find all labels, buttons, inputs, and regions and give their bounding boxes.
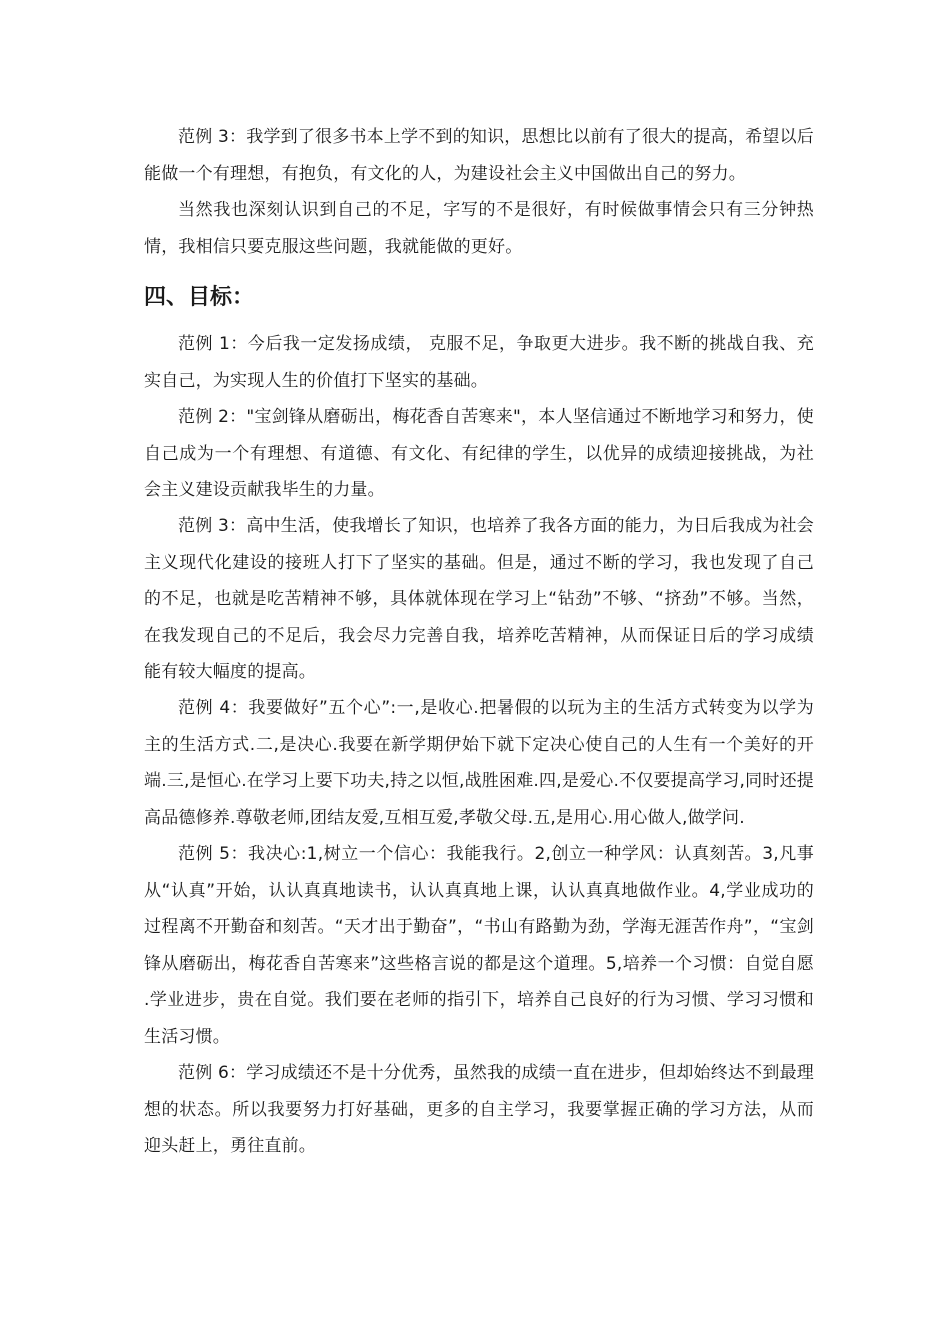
paragraph-goal-example-2: 范例 2："宝剑锋从磨砺出，梅花香自苦寒来"，本人坚信通过不断地学习和努力，使自己成为一个有理想、有道德、有文化、有纪律的学生，以优异的成绩迎接挑战，为社会主义建设贡献我毕生的力量。 — [144, 407, 814, 500]
paragraph-example-3-prev: 范例 3：我学到了很多书本上学不到的知识，思想比以前有了很大的提高，希望以后能做一个有理想，有抱负，有文化的人，为建设社会主义中国做出自己的努力。 — [144, 127, 814, 184]
paragraph-goal-example-5: 范例 5：我决心:1,树立一个信心：我能我行。2,创立一种学风：认真刻苦。3,凡事从“认真”开始，认认真真地读书，认认真真地上课，认认真真地做作业。4,学业成功的过程离不开勤奋和刻苦。“天才出于勤奋”，“书山有路勤为劲，学海无涯苦作舟”，“宝剑锋从磨砺出，梅花香自苦寒来”这些格言说的都是这个道理。5,培养一个习惯：自觉自愿 .学业进步，贵在自觉。我们要在老师的指引下，培养自己良好的行为习惯、学习习惯和生活习惯。 — [144, 844, 814, 1047]
section-heading-goals: 四、目标： — [144, 285, 255, 310]
paragraph-goal-example-6: 范例 6：学习成绩还不是十分优秀，虽然我的成绩一直在进步，但却始终达不到最理想的状态。所以我要努力打好基础，更多的自主学习，我要掌握正确的学习方法，从而迎头赶上，勇往直前。 — [144, 1063, 814, 1156]
paragraph-goal-example-3: 范例 3：高中生活，使我增长了知识，也培养了我各方面的能力，为日后我成为社会主义现代化建设的接班人打下了坚实的基础。但是，通过不断的学习，我也发现了自己的不足，也就是吃苦精神不够，具体就体现在学习上“钻劲”不够、“挤劲”不够。当然，在我发现自己的不足后，我会尽力完善自我，培养吃苦精神，从而保证日后的学习成绩能有较大幅度的提高。 — [144, 516, 814, 682]
paragraph-goal-example-1: 范例 1：今后我一定发扬成绩， 克服不足，争取更大进步。我不断的挑战自我、充实自己，为实现人生的价值打下坚实的基础。 — [144, 334, 814, 391]
paragraph-shortcomings: 当然我也深刻认识到自己的不足，字写的不是很好，有时候做事情会只有三分钟热情，我相信只要克服这些问题，我就能做的更好。 — [144, 200, 814, 257]
paragraph-goal-example-4: 范例 4：我要做好”五个心”:一,是收心.把暑假的以玩为主的生活方式转变为以学为主的生活方式.二,是决心.我要在新学期伊始下就下定决心使自己的人生有一个美好的开端.三,是恒心.在学习上要下功夫,持之以恒,战胜困难.四,是爱心.不仅要提高学习,同时还提高品德修养.尊敬老师,团结友爱,互相互爱,孝敬父母.五,是用心.用心做人,做学问. — [144, 698, 814, 828]
